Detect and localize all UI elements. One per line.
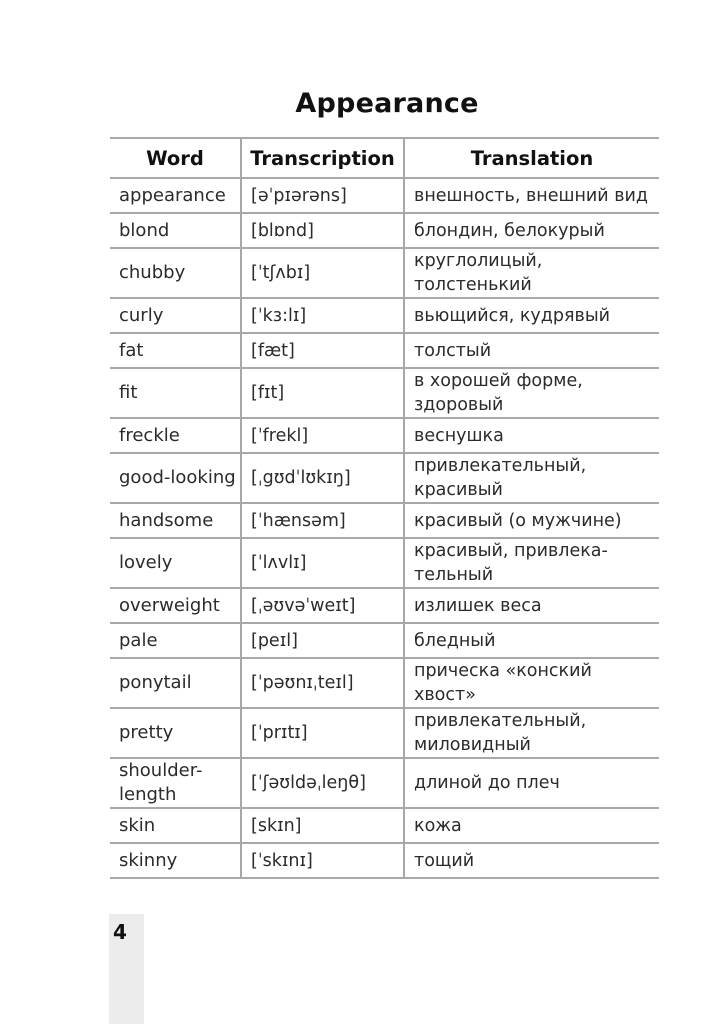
page-number: 4 [113,920,127,944]
transcription-cell: [ˌgʊdˈlʊkɪŋ] [241,453,404,503]
table-row [110,178,659,213]
word-cell: lovely [110,538,241,588]
translation-cell: красивый (о мужчине) [404,503,659,538]
translation-cell: привлекательный, красивый [404,453,659,503]
table-row [110,213,659,248]
transcription-cell: [ˈpəʊnɪˌteɪl] [241,658,404,708]
translation-cell: красивый, привлека-тельный [404,538,659,588]
transcription-cell: [ˈkɜ:lɪ] [241,298,404,333]
word-cell: pale [110,623,241,658]
translation-cell: в хорошей форме, здоровый [404,368,659,418]
table-row [110,368,659,418]
transcription-cell: [ˈprɪtɪ] [241,708,404,758]
table-row [110,623,659,658]
transcription-cell: [fɪt] [241,368,404,418]
translation-cell: излишек веса [404,588,659,623]
transcription-cell: [ˈfrekl] [241,418,404,453]
transcription-cell: [blɒnd] [241,213,404,248]
table-row [110,758,659,808]
translation-cell: тощий [404,843,659,878]
transcription-cell: [ˌəʊvəˈweɪt] [241,588,404,623]
header-translation: Translation [404,138,659,178]
word-cell: appearance [110,178,241,213]
translation-cell: толстый [404,333,659,368]
table-row [110,808,659,843]
translation-cell: бледный [404,623,659,658]
translation-cell: привлекательный, миловидный [404,708,659,758]
word-cell: good-looking [110,453,241,503]
word-cell: blond [110,213,241,248]
translation-cell: вьющийся, кудрявый [404,298,659,333]
word-cell: handsome [110,503,241,538]
word-cell: fit [110,368,241,418]
table-row [110,298,659,333]
table-row [110,708,659,758]
table-row [110,453,659,503]
table-row [110,843,659,878]
word-cell: skinny [110,843,241,878]
word-cell: pretty [110,708,241,758]
word-cell: ponytail [110,658,241,708]
translation-cell: прическа «конский хвост» [404,658,659,708]
word-cell: chubby [110,248,241,298]
transcription-cell: [əˈpɪərəns] [241,178,404,213]
transcription-cell: [ˈhænsəm] [241,503,404,538]
page-title: Appearance [295,88,479,119]
transcription-cell: [ˈlʌvlɪ] [241,538,404,588]
translation-cell: блондин, белокурый [404,213,659,248]
table-row [110,418,659,453]
table-row [110,538,659,588]
header-word: Word [110,138,241,178]
transcription-cell: [peɪl] [241,623,404,658]
translation-cell: веснушка [404,418,659,453]
translation-cell: внешность, внешний вид [404,178,659,213]
translation-cell: длиной до плеч [404,758,659,808]
word-cell: overweight [110,588,241,623]
word-cell: shoulder-length [110,758,241,808]
word-cell: fat [110,333,241,368]
table-row [110,503,659,538]
transcription-cell: [skɪn] [241,808,404,843]
translation-cell: круглолицый, толстенький [404,248,659,298]
transcription-cell: [ˈʃəʊldəˌleŋθ] [241,758,404,808]
word-cell: curly [110,298,241,333]
vocabulary-table [110,137,659,879]
table-row [110,658,659,708]
word-cell: freckle [110,418,241,453]
table-row [110,248,659,298]
table-row [110,588,659,623]
transcription-cell: [ˈskɪnɪ] [241,843,404,878]
table-header-row [110,138,659,178]
transcription-cell: [ˈtʃʌbɪ] [241,248,404,298]
word-cell: skin [110,808,241,843]
transcription-cell: [fæt] [241,333,404,368]
table-row [110,333,659,368]
translation-cell: кожа [404,808,659,843]
header-transcription: Transcription [241,138,404,178]
